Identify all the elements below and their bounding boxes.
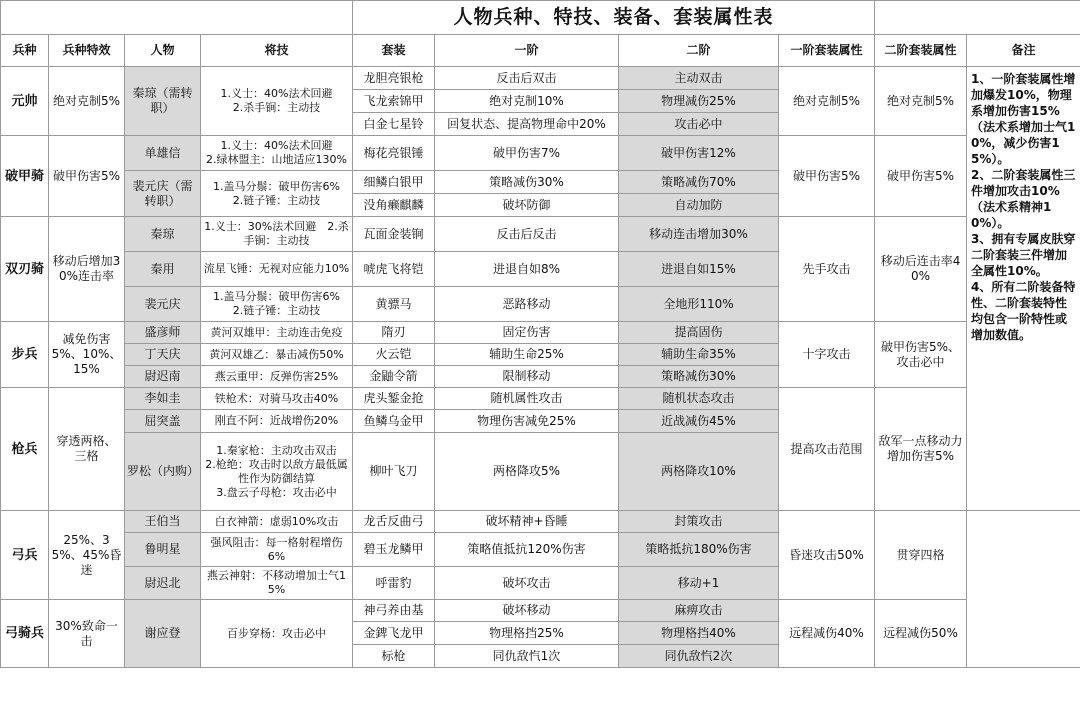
table-row [1, 600, 1080, 622]
character-name: 李如圭 [125, 388, 201, 410]
tier2-effect: 自动加防 [619, 194, 779, 217]
equipment-name: 柳叶飞刀 [353, 433, 435, 511]
tier2-effect: 进退自如15% [619, 252, 779, 287]
tier2-effect: 提高固伤 [619, 322, 779, 344]
title-blank-left [1, 1, 353, 35]
character-name: 尉迟南 [125, 366, 201, 388]
table-row [1, 322, 1080, 344]
set-bonus-tier1: 破甲伤害5% [779, 136, 875, 217]
equipment-name: 火云铠 [353, 344, 435, 366]
equipment-name: 神弓养由基 [353, 600, 435, 622]
set-bonus-tier2: 移动后连击率40% [875, 217, 967, 322]
tier1-effect: 恶路移动 [435, 287, 619, 322]
equipment-name: 黄骠马 [353, 287, 435, 322]
equipment-name: 梅花亮银锤 [353, 136, 435, 171]
character-skill: 1.秦家枪：主动攻击双击 2.枪绝：攻击时以敌方最低属性作为防御结算 3.盘云子母枪：攻击必中 [201, 433, 353, 511]
title-blank-right [875, 1, 1080, 35]
troop-type-yuanshuai: 元帅 [1, 67, 49, 136]
troop-effect: 穿透两格、三格 [49, 388, 125, 511]
equipment-name: 呼雷豹 [353, 567, 435, 600]
equipment-name: 细鳞白银甲 [353, 171, 435, 194]
set-bonus-tier2: 破甲伤害5%、攻击必中 [875, 322, 967, 388]
character-skill: 黄河双雄甲：主动连击免疫 [201, 322, 353, 344]
tier2-effect: 移动+1 [619, 567, 779, 600]
header-row [1, 35, 1080, 67]
tier1-effect: 物理伤害减免25% [435, 410, 619, 433]
tier2-effect: 麻痹攻击 [619, 600, 779, 622]
equipment-name: 飞龙索锦甲 [353, 90, 435, 113]
set-bonus-tier1: 昏迷攻击50% [779, 511, 875, 600]
tier1-effect: 回复状态、提高物理命中20% [435, 113, 619, 136]
tier2-effect: 物理减伤25% [619, 90, 779, 113]
troop-type-spearman: 枪兵 [1, 388, 49, 511]
equipment-name: 龙舌反曲弓 [353, 511, 435, 533]
character-name: 丁天庆 [125, 344, 201, 366]
tier2-effect: 策略抵抗180%伤害 [619, 533, 779, 567]
troop-effect: 减免伤害5%、10%、15% [49, 322, 125, 388]
tier1-effect: 两格降攻5% [435, 433, 619, 511]
header-troop: 兵种 [1, 35, 49, 67]
tier2-effect: 两格降攻10% [619, 433, 779, 511]
header-character: 人物 [125, 35, 201, 67]
character-skill: 强风阻击：每一格射程增伤6% [201, 533, 353, 567]
character-skill: 1.盖马分鬃：破甲伤害6% 2.链子锤：主动技 [201, 287, 353, 322]
header-set: 套装 [353, 35, 435, 67]
character-skill: 铁枪术：对骑马攻击40% [201, 388, 353, 410]
equipment-name: 金鼬令箭 [353, 366, 435, 388]
tier1-effect: 策略减伤30% [435, 171, 619, 194]
character-name: 秦琼（需转职） [125, 67, 201, 136]
tier1-effect: 随机属性攻击 [435, 388, 619, 410]
equipment-name: 金錍飞龙甲 [353, 622, 435, 645]
equipment-name: 鱼鳞乌金甲 [353, 410, 435, 433]
tier2-effect: 策略减伤30% [619, 366, 779, 388]
set-bonus-tier1: 先手攻击 [779, 217, 875, 322]
character-name: 王伯当 [125, 511, 201, 533]
character-skill: 白衣神箭：虚弱10%攻击 [201, 511, 353, 533]
character-name: 秦琼 [125, 217, 201, 252]
character-name: 罗松（内购） [125, 433, 201, 511]
equipment-name: 没角癞麒麟 [353, 194, 435, 217]
equipment-name: 唬虎飞将铠 [353, 252, 435, 287]
table-row [1, 388, 1080, 410]
tier1-effect: 物理格挡25% [435, 622, 619, 645]
set-bonus-tier1: 远程减伤40% [779, 600, 875, 668]
tier2-effect: 策略减伤70% [619, 171, 779, 194]
header-tier1: 一阶 [435, 35, 619, 67]
header-skill: 将技 [201, 35, 353, 67]
equipment-name: 白金七星铃 [353, 113, 435, 136]
table-row [1, 217, 1080, 252]
tier2-effect: 破甲伤害12% [619, 136, 779, 171]
tier1-effect: 辅助生命25% [435, 344, 619, 366]
equipment-name: 碧玉龙鳞甲 [353, 533, 435, 567]
tier1-effect: 进退自如8% [435, 252, 619, 287]
tier2-effect: 攻击必中 [619, 113, 779, 136]
troop-effect: 30%致命一击 [49, 600, 125, 668]
header-troop-effect: 兵种特效 [49, 35, 125, 67]
set-bonus-tier1: 提高攻击范围 [779, 388, 875, 511]
set-bonus-tier2: 远程减伤50% [875, 600, 967, 668]
character-skill: 燕云神射：不移动增加士气15% [201, 567, 353, 600]
table-row [1, 67, 1080, 90]
tier2-effect: 近战减伤45% [619, 410, 779, 433]
header-tier2: 二阶 [619, 35, 779, 67]
character-name: 单雄信 [125, 136, 201, 171]
table-row [1, 511, 1080, 533]
notes-blank-cell [967, 511, 1080, 668]
character-name: 鲁明星 [125, 533, 201, 567]
equipment-name: 虎头錾金抢 [353, 388, 435, 410]
troop-type-pojia-cavalry: 破甲骑 [1, 136, 49, 217]
tier1-effect: 反击后双击 [435, 67, 619, 90]
character-skill: 1.义士：40%法术回避 2.杀手锏：主动技 [201, 67, 353, 136]
character-skill: 流星飞锤：无视对应能力10% [201, 252, 353, 287]
character-name: 裴元庆（需转职） [125, 171, 201, 217]
tier2-effect: 主动双击 [619, 67, 779, 90]
tier2-effect: 封策攻击 [619, 511, 779, 533]
character-name: 谢应登 [125, 600, 201, 668]
character-skill: 1.盖马分鬃：破甲伤害6% 2.链子锤：主动技 [201, 171, 353, 217]
character-skill: 刚直不阿：近战增伤20% [201, 410, 353, 433]
troop-type-infantry: 步兵 [1, 322, 49, 388]
tier1-effect: 破坏移动 [435, 600, 619, 622]
equipment-name: 隋刃 [353, 322, 435, 344]
troop-type-double-blade-cavalry: 双刃骑 [1, 217, 49, 322]
equipment-name: 瓦面金装锏 [353, 217, 435, 252]
character-name: 尉迟北 [125, 567, 201, 600]
troop-effect: 25%、35%、45%昏迷 [49, 511, 125, 600]
tier2-effect: 辅助生命35% [619, 344, 779, 366]
tier1-effect: 反击后反击 [435, 217, 619, 252]
header-note: 备注 [967, 35, 1080, 67]
character-skill: 1.义士：40%法术回避 2.绿林盟主：山地适应130% [201, 136, 353, 171]
troop-type-horse-archer: 弓骑兵 [1, 600, 49, 668]
tier2-effect: 移动连击增加30% [619, 217, 779, 252]
tier2-effect: 随机状态攻击 [619, 388, 779, 410]
character-name: 盛彦师 [125, 322, 201, 344]
set-bonus-tier2: 敌军一点移动力增加伤害5% [875, 388, 967, 511]
character-skill: 燕云重甲：反弹伤害25% [201, 366, 353, 388]
set-bonus-tier2: 破甲伤害5% [875, 136, 967, 217]
tier1-effect: 破坏攻击 [435, 567, 619, 600]
tier1-effect: 破坏精神+昏睡 [435, 511, 619, 533]
character-name: 裴元庆 [125, 287, 201, 322]
tier2-effect: 物理格挡40% [619, 622, 779, 645]
tier1-effect: 固定伤害 [435, 322, 619, 344]
troop-effect: 破甲伤害5% [49, 136, 125, 217]
table-title: 人物兵种、特技、装备、套装属性表 [353, 1, 875, 35]
notes-cell: 1、一阶套装属性增加爆发10%，物理系增加伤害15%（法术系增加士气10%，减少伤害15%）。 2、二阶套装属性三件增加攻击10%（法术系精神10%）。 3、拥有专属皮肤穿二阶套装三件增加全属性10%。 4、所有二阶装备特性、二阶套装特性均包含一阶特性或增加数值。 [967, 67, 1080, 511]
character-name: 秦用 [125, 252, 201, 287]
table-row [1, 136, 1080, 171]
tier1-effect: 限制移动 [435, 366, 619, 388]
character-skill: 1.义士：30%法术回避 2.杀手锏：主动技 [201, 217, 353, 252]
tier1-effect: 破甲伤害7% [435, 136, 619, 171]
set-bonus-tier1: 绝对克制5% [779, 67, 875, 136]
tier2-effect: 同仇敌忾2次 [619, 645, 779, 668]
tier2-effect: 全地形110% [619, 287, 779, 322]
set-bonus-tier2: 绝对克制5% [875, 67, 967, 136]
equipment-name: 龙胆亮银枪 [353, 67, 435, 90]
character-name: 屈突盖 [125, 410, 201, 433]
tier1-effect: 策略值抵抗120%伤害 [435, 533, 619, 567]
tier1-effect: 绝对克制10% [435, 90, 619, 113]
tier1-effect: 同仇敌忾1次 [435, 645, 619, 668]
troop-effect: 移动后增加30%连击率 [49, 217, 125, 322]
tier1-effect: 破坏防御 [435, 194, 619, 217]
set-bonus-tier2: 贯穿四格 [875, 511, 967, 600]
troop-effect: 绝对克制5% [49, 67, 125, 136]
character-skill: 百步穿杨：攻击必中 [201, 600, 353, 668]
header-set-tier2: 二阶套装属性 [875, 35, 967, 67]
character-skill: 黄河双雄乙：暴击减伤50% [201, 344, 353, 366]
troop-type-archer: 弓兵 [1, 511, 49, 600]
equipment-name: 标枪 [353, 645, 435, 668]
header-set-tier1: 一阶套装属性 [779, 35, 875, 67]
set-bonus-tier1: 十字攻击 [779, 322, 875, 388]
